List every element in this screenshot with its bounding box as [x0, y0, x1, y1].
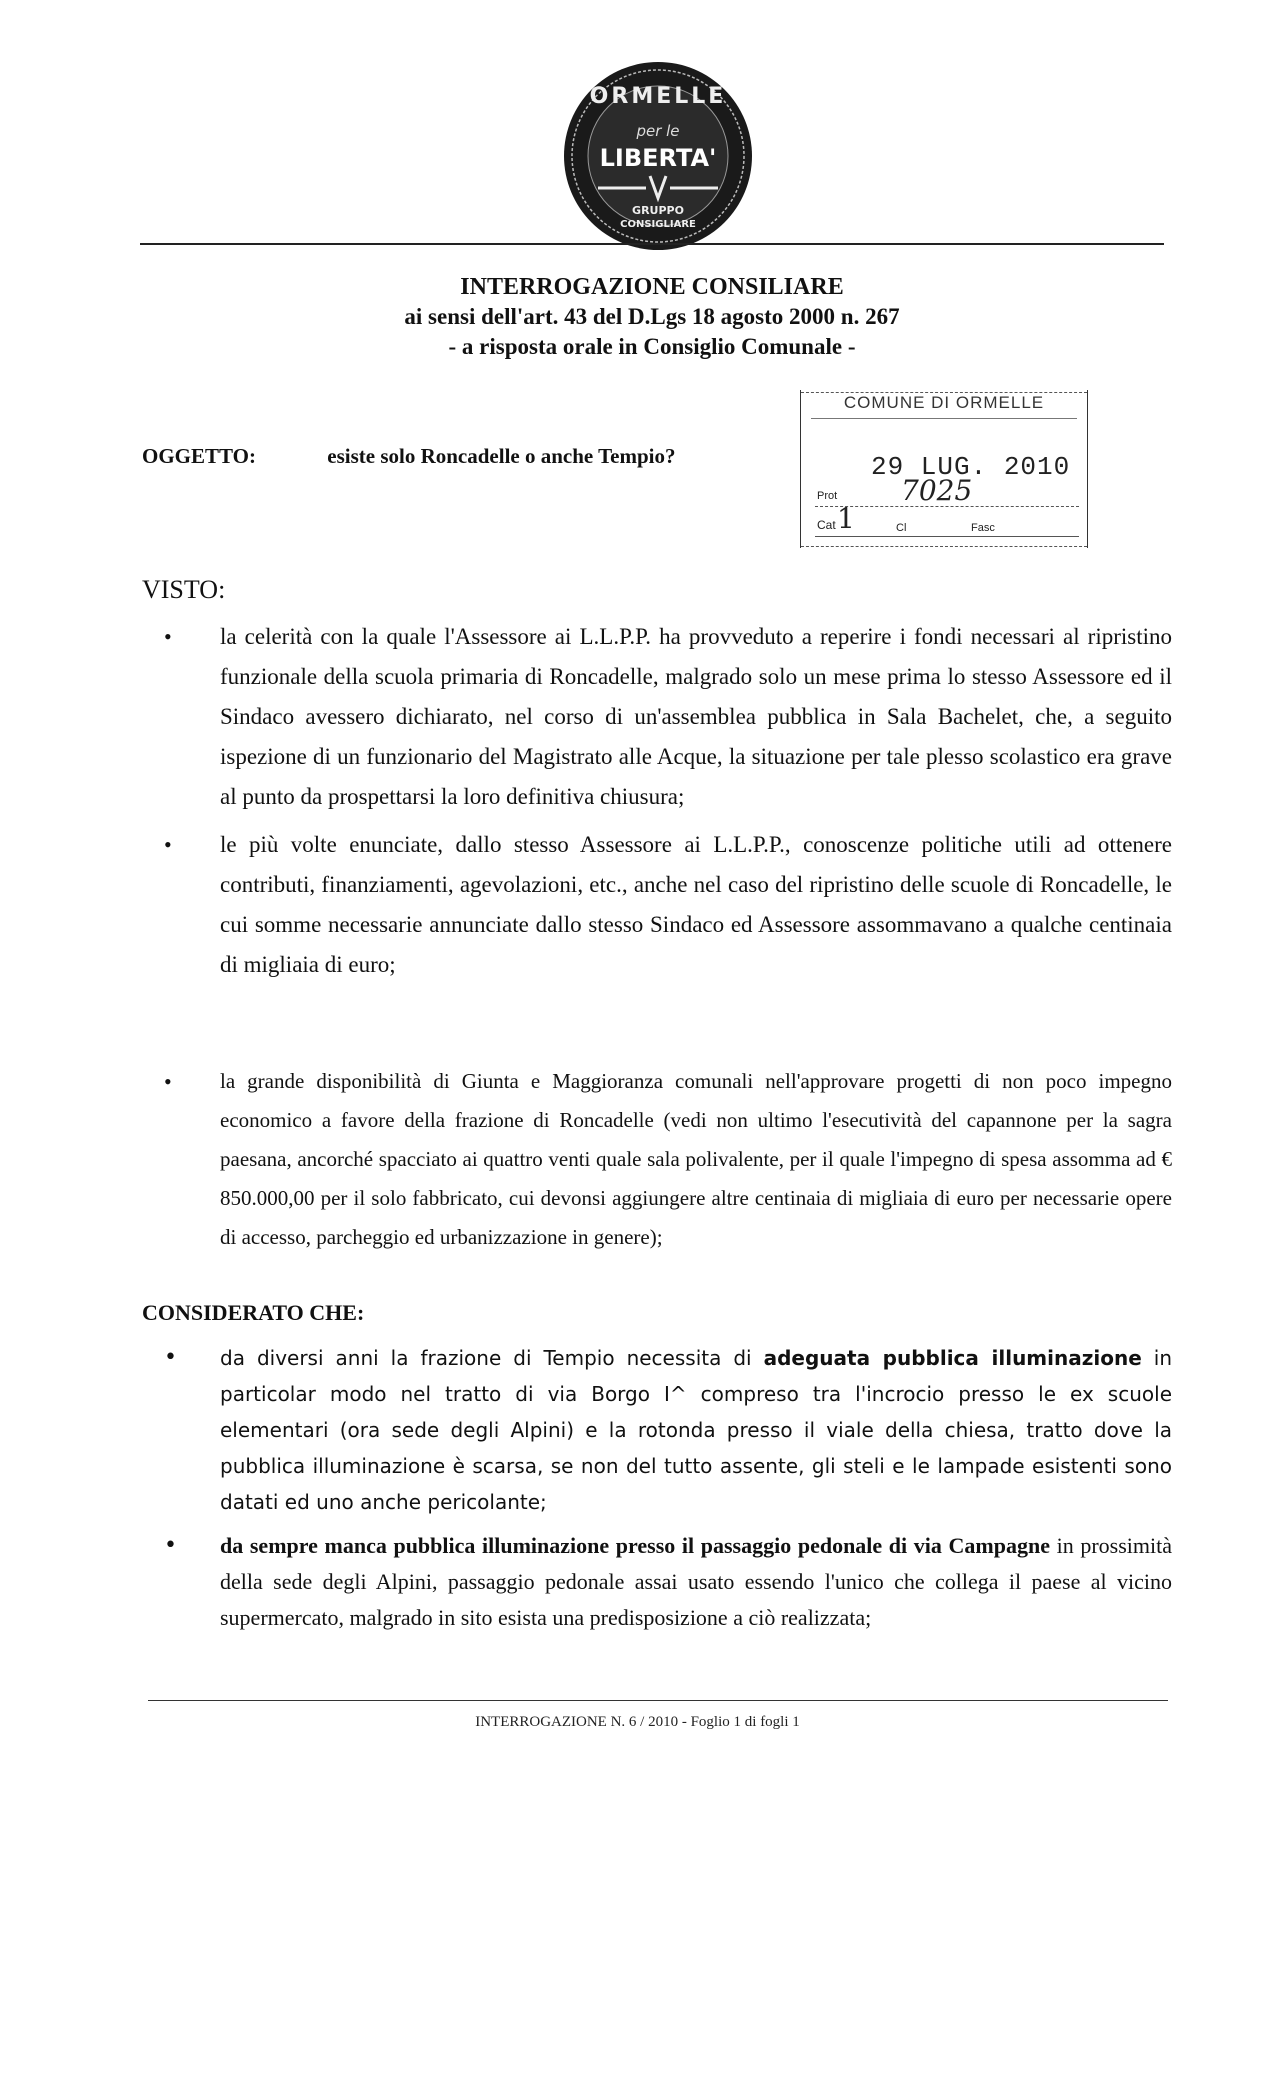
logo-top-text: ORMELLE [589, 84, 727, 109]
subject-line [142, 444, 676, 469]
stamp-prot-number: 7025 [901, 474, 973, 507]
subject-label: OGGETTO: [142, 444, 256, 468]
page-footer: INTERROGAZIONE N. 6 / 2010 - Foglio 1 di fogli 1 [475, 1714, 800, 1730]
party-logo [560, 58, 756, 254]
stamp-cl-label: Cl [896, 522, 907, 534]
stamp-divider [811, 418, 1077, 419]
considerato-item-1-post: in particolar modo nel tratto di via Borgo I^ compreso tra l'incrocio presso le ex scuole elementari (ora sede degli Alpini) e la rotonda presso il viale della chiesa, tratto dove la pubblica illuminazione è scarsa, se non del tutto assente, gli steli e le lampade esistenti sono datati ed uno anche pericolante; [220, 1346, 1173, 1514]
stamp-cat-label: Cat [817, 518, 836, 532]
stamp-border-bottom [801, 546, 1087, 547]
subject-text: esiste solo Roncadelle o anche Tempio? [327, 444, 676, 468]
logo-per-text: per le [636, 122, 680, 140]
document-subtitle-2: - a risposta orale in Consiglio Comunale - [448, 334, 856, 359]
considerato-item [142, 1528, 1172, 1636]
footer-divider [148, 1700, 1168, 1701]
logo-seal-icon [560, 58, 756, 254]
logo-group-text2: CONSIGLIARE [620, 219, 696, 230]
visto-list-continued [142, 1062, 1172, 1257]
document-title: INTERROGAZIONE CONSILIARE [460, 274, 844, 300]
document-heading [140, 272, 1164, 362]
considerato-item-1-pre: da diversi anni la frazione di Tempio necessita di [220, 1346, 764, 1370]
stamp-cat-line [815, 536, 1079, 537]
considerato-item-1-bold: adeguata pubblica illuminazione [763, 1346, 1142, 1370]
visto-item: • la grande disponibilità di Giunta e Maggioranza comunali nell'approvare progetti di non poco impegno economico a favore della frazione di Roncadelle (vedi non ultimo l'esecutività del capannone per la sagra paesana, ancorché spacciato ai quattro venti quale sala polivalente, per il quale l'impegno di spesa assomma ad € 850.000,00 per il solo fabbricato, cui devonsi aggiungere altre centinaia di migliaia di euro per necessarie opere di accesso, parcheggio ed urbanizzazione in genere); [142, 1062, 1172, 1257]
logo-group-text: GRUPPO [632, 204, 684, 217]
protocol-stamp [800, 390, 1088, 548]
stamp-cat-value: 1 [837, 502, 855, 535]
stamp-comune: COMUNE DI ORMELLE [843, 393, 1045, 412]
logo-main-text: LIBERTA' [599, 144, 717, 172]
visto-item: • la celerità con la quale l'Assessore ai L.L.P.P. ha provveduto a reperire i fondi necessari al ripristino funzionale della scuola primaria di Roncadelle, malgrado solo un mese prima lo stesso Assessore ed il Sindaco avessero dichiarato, nel corso di un'assemblea pubblica in Sala Bachelet, che, a seguito ispezione di un funzionario del Magistrato alle Acque, la situazione per tale plesso scolastico era grave al punto da prospettarsi la loro definitiva chiusura; [142, 617, 1172, 817]
considerato-list [142, 1340, 1172, 1644]
visto-item: • le più volte enunciate, dallo stesso Assessore ai L.L.P.P., conoscenze politiche utili ad ottenere contributi, finanziamenti, agevolazioni, etc., anche nel caso del ripristino delle scuole di Roncadelle, le cui somme necessarie annunciate dallo stesso Sindaco ed Assessore assommavano a qualche centinaia di migliaia di euro; [142, 825, 1172, 985]
considerato-item-2-bold: da sempre manca pubblica illuminazione presso il passaggio pedonale di via Campagne [220, 1533, 1050, 1558]
considerato-heading: CONSIDERATO CHE: [142, 1300, 365, 1325]
visto-heading: VISTO: [142, 575, 226, 604]
stamp-prot-label: Prot [817, 490, 838, 502]
considerato-item [142, 1340, 1172, 1520]
document-subtitle: ai sensi dell'art. 43 del D.Lgs 18 agosto 2000 n. 267 [404, 304, 900, 329]
visto-list [142, 617, 1172, 993]
stamp-date: 29 LUG. 2010 [871, 452, 1071, 482]
stamp-fasc-label: Fasc [971, 522, 995, 534]
header-divider [140, 243, 1164, 245]
considerato-item-2-post: in prossimità della sede degli Alpini, passaggio pedonale assai usato essendo l'unico che collega il paese al vicino supermercato, malgrado in sito esista una predisposizione a ciò realizzata; [220, 1533, 1172, 1630]
